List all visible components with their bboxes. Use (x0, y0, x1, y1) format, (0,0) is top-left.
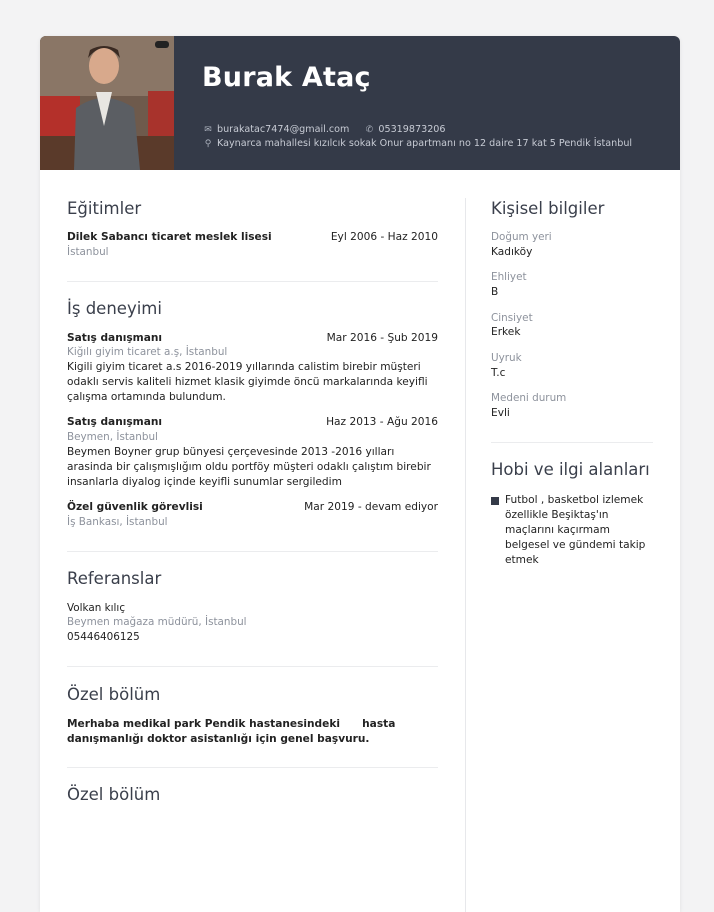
education-dates: Eyl 2006 - Haz 2010 (330, 231, 438, 243)
education-title: Eğitimler (67, 199, 142, 218)
special-section-text: Merhaba medikal park Pendik hastanesindeki hasta danışmanlığı doktor asistanlığı için genel başvuru. (67, 718, 400, 745)
personal-label: Uyruk (491, 352, 522, 364)
bullet-square-icon (491, 497, 499, 505)
personal-label: Cinsiyet (491, 312, 533, 324)
experience-item (67, 416, 438, 428)
personal-value: B (491, 286, 499, 298)
personal-value: Erkek (491, 326, 521, 338)
experience-company: Kiğılı giyim ticaret a.ş, İstanbul (67, 346, 228, 358)
envelope-icon: ✉ (204, 124, 212, 135)
personal-label: Doğum yeri (491, 231, 552, 243)
personal-value: Evli (491, 407, 510, 419)
special-section-title: Özel bölüm (67, 685, 161, 704)
hobbies-title: Hobi ve ilgi alanları (491, 460, 650, 479)
hobby-item (491, 493, 653, 568)
address-text: Kaynarca mahallesi kızılcık sokak Onur apartmanı no 12 daire 17 kat 5 Pendik İstanbul (217, 138, 633, 149)
phone-text[interactable]: 05319873206 (378, 124, 446, 135)
experience-position: Satış danışmanı (67, 416, 163, 428)
experience-company: İş Bankası, İstanbul (67, 516, 168, 528)
references-title: Referanslar (67, 569, 162, 588)
column-divider (465, 198, 466, 912)
section-divider (67, 767, 438, 768)
personal-info-title: Kişisel bilgiler (491, 199, 605, 218)
experience-position: Özel güvenlik görevlisi (67, 501, 203, 513)
profile-photo (40, 36, 174, 170)
education-item (67, 231, 438, 243)
phone-icon: ✆ (365, 124, 374, 135)
section-divider (67, 551, 438, 552)
experience-dates: Mar 2019 - devam ediyor (304, 501, 438, 513)
experience-item (67, 332, 438, 344)
email-text[interactable]: burakatac7474@gmail.com (217, 124, 350, 135)
candidate-name: Burak Ataç (202, 62, 371, 93)
reference-role: Beymen mağaza müdürü, İstanbul (67, 616, 247, 628)
experience-company: Beymen, İstanbul (67, 431, 158, 443)
resume-header (40, 36, 680, 170)
personal-value: T.c (491, 367, 506, 379)
section-divider (67, 281, 438, 282)
map-pin-icon: ⚲ (204, 138, 212, 149)
section-divider (491, 442, 653, 443)
section-divider (67, 666, 438, 667)
experience-description: Kigili giyim ticaret a.s 2016-2019 yıllarında calistim birebir müşteri odaklı servis kaliteli hizmet klasik giyimde öncü markalarında keyifli çalışma ortamında bulundum. (67, 361, 428, 403)
special-section-title-2: Özel bölüm (67, 785, 161, 804)
experience-description: Beymen Boyner grup bünyesi çerçevesinde 2013 -2016 yılları arasinda bir çalışmışlığım oldu portföy müşteri odaklı çalıştım birebir insanlarla diyalog içinde keyifli sunumlar sergiledim (67, 446, 431, 488)
experience-item (67, 501, 438, 513)
personal-value: Kadıköy (491, 246, 533, 258)
hobby-text: Futbol , basketbol izlemek özellikle Beşiktaş'ın maçlarını kaçırmam belgesel ve gündemi takip etmek (505, 494, 646, 566)
experience-dates: Haz 2013 - Ağu 2016 (326, 416, 438, 428)
education-school: Dilek Sabancı ticaret meslek lisesi (67, 231, 272, 243)
education-location: İstanbul (67, 246, 109, 258)
experience-title: İş deneyimi (67, 299, 162, 318)
personal-label: Medeni durum (491, 392, 567, 404)
resume-page (40, 36, 680, 912)
experience-dates: Mar 2016 - Şub 2019 (326, 332, 438, 344)
personal-label: Ehliyet (491, 271, 527, 283)
contact-line-2 (202, 138, 632, 149)
reference-phone: 05446406125 (67, 631, 140, 643)
reference-name: Volkan kılıç (67, 602, 126, 614)
contact-line-1 (202, 124, 446, 135)
experience-position: Satış danışmanı (67, 332, 163, 344)
